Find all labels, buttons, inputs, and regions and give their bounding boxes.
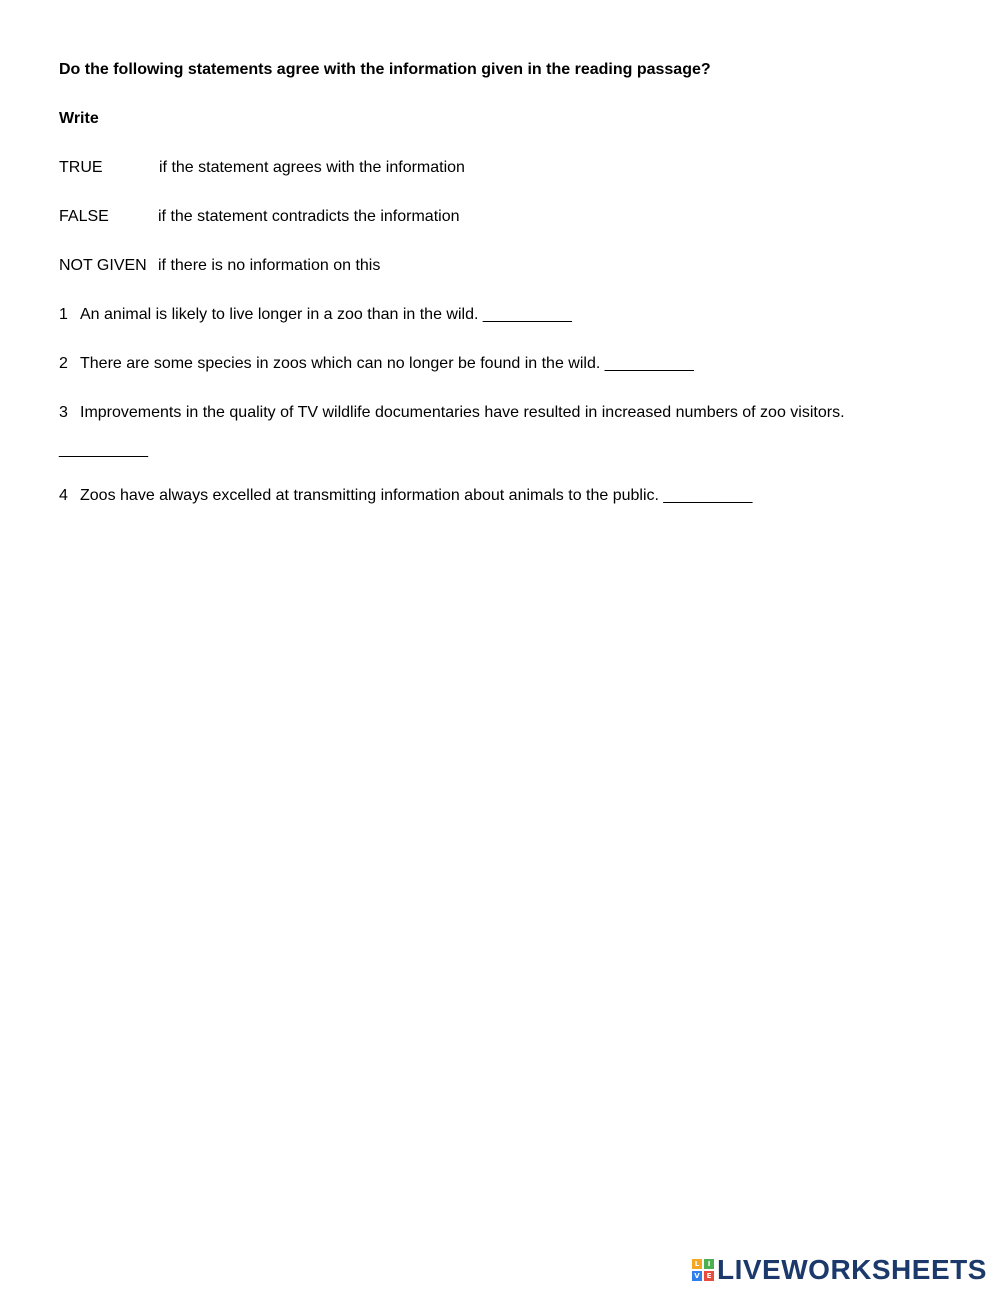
instruction-write: Write <box>59 110 99 127</box>
statement-4 <box>59 486 752 506</box>
statement-number: 3 <box>59 404 68 421</box>
logo-mark-letter: E <box>704 1271 714 1281</box>
statement-1 <box>59 305 572 325</box>
option-false <box>59 207 459 227</box>
logo-mark-letter: L <box>692 1259 702 1269</box>
answer-blank[interactable]: __________ <box>663 487 753 504</box>
statement-number: 4 <box>59 487 68 504</box>
statement-2 <box>59 354 694 374</box>
liveworksheets-logo <box>692 1256 987 1284</box>
logo-mark-letter: V <box>692 1271 702 1281</box>
statement-3-blank-line <box>59 440 148 460</box>
statement-text: Zoos have always excelled at transmitting information about animals to the public. <box>80 487 659 504</box>
option-desc: if there is no information on this <box>158 257 381 274</box>
answer-blank[interactable]: __________ <box>482 306 572 323</box>
statement-number: 1 <box>59 306 68 323</box>
answer-blank[interactable]: __________ <box>59 441 148 458</box>
statement-3 <box>59 403 845 423</box>
option-desc: if the statement agrees with the information <box>159 159 465 176</box>
option-true <box>59 158 465 178</box>
statement-text: Improvements in the quality of TV wildlife documentaries have resulted in increased numbers of zoo visitors. <box>80 404 845 421</box>
logo-mark-icon <box>692 1259 714 1281</box>
instruction-question: Do the following statements agree with the information given in the reading passage? <box>59 61 711 78</box>
option-term: TRUE <box>59 159 103 176</box>
statement-text: An animal is likely to live longer in a zoo than in the wild. <box>80 306 479 323</box>
option-not-given <box>59 256 380 276</box>
option-term: FALSE <box>59 208 109 225</box>
logo-mark-letter: I <box>704 1259 714 1269</box>
statement-number: 2 <box>59 355 68 372</box>
statement-text: There are some species in zoos which can no longer be found in the wild. <box>80 355 601 372</box>
option-term: NOT GIVEN <box>59 257 147 274</box>
logo-text: LIVEWORKSHEETS <box>717 1254 987 1285</box>
answer-blank[interactable]: __________ <box>604 355 694 372</box>
option-desc: if the statement contradicts the information <box>158 208 460 225</box>
